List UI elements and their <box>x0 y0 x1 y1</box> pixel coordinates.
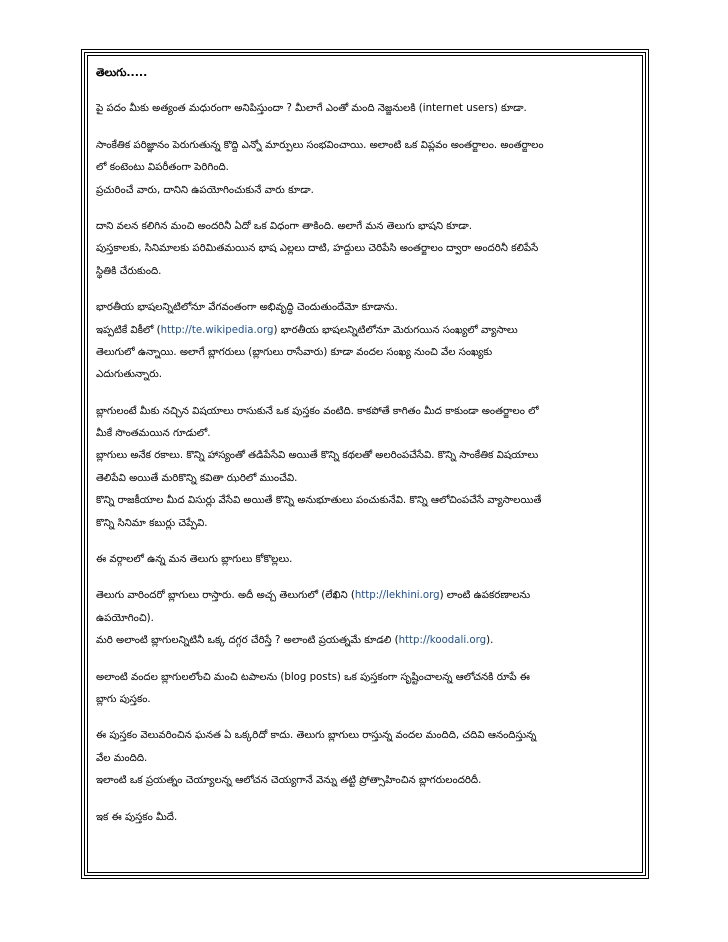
text-segment: లో కంటెంటు విపరీతంగా పెరిగింది. <box>96 162 229 174</box>
text-line <box>96 216 634 238</box>
paragraph-8 <box>96 725 634 792</box>
text-line <box>96 157 634 179</box>
text-line <box>96 549 634 571</box>
text-line <box>96 135 634 157</box>
text-segment: వేల మందిది. <box>96 752 148 764</box>
paragraph-0 <box>96 98 634 120</box>
text-segment: బ్లాగులు అనేక రకాలు. కొన్ని హాస్యంతో తడిపేసేవి అయితే కొన్ని కథలతో అలరింపచేసేవి. కొన్ని సాంకేతిక విషయాలు <box>96 450 539 462</box>
text-segment: కొన్ని రాజకీయాల మీద విసుర్లు వేసేవి అయితే కొన్ని అనుభూతులు పంచుకునేవి. కొన్ని ఆలోచింపచేసే వ్యాసాలయితే <box>96 495 542 507</box>
paragraph-7 <box>96 667 634 712</box>
text-segment: మరి అలాంటి బ్లాగులన్నిటినీ ఒక్క దగ్గర చేరిస్తే ? అలాంటి ప్రయత్నమే కూడలి ( <box>96 635 399 647</box>
text-segment: తెలిపేవి అయితే మరికొన్ని కవితా ఝరిలో ముంచేవి. <box>96 472 298 484</box>
text-line <box>96 180 634 202</box>
text-segment: ఈ వర్గాలలో ఉన్న మన తెలుగు బ్లాగులు కోకొల్లలు. <box>96 554 293 566</box>
text-segment: పై పదం మీకు అత్యంత మధురంగా అనిపిస్తుందా ? మీలాగే ఎంతో మంది నెజ్జనులకి (internet users) కూడా. <box>96 103 527 115</box>
text-line <box>96 445 634 467</box>
url-link[interactable]: http://te.wikipedia.org <box>160 324 274 336</box>
text-segment: ఇలాంటి ఒక ప్రయత్నం చెయ్యాలన్న ఆలోచన చెయ్యగానే వెన్ను తట్టి ప్రోత్సాహించిన బ్లాగరులందరిదీ. <box>96 775 482 787</box>
paragraph-6 <box>96 585 634 652</box>
text-line <box>96 585 634 607</box>
paragraph-1 <box>96 135 634 202</box>
document-page <box>84 52 646 876</box>
text-segment: సాంకేతిక పరిజ్ఞానం పెరుగుతున్న కొద్ది ఎన్నో మార్పులు సంభవించాయి. అలాంటి ఒక విప్లవం అంతర్జాలం. అంతర్జాలం <box>96 139 544 151</box>
text-line <box>96 630 634 652</box>
text-line <box>96 297 634 319</box>
text-line <box>96 423 634 445</box>
url-link[interactable]: http://lekhini.org <box>354 590 440 602</box>
text-line <box>96 342 634 364</box>
text-line <box>96 689 634 711</box>
text-segment: దాని వలన కలిగిన మంచి అందరినీ ఏదో ఒక విధంగా తాకింది. అలాగే మన తెలుగు భాషని కూడా. <box>96 220 473 232</box>
text-line <box>96 320 634 342</box>
text-line <box>96 98 634 120</box>
text-line <box>96 807 634 829</box>
paragraph-9 <box>96 807 634 829</box>
text-segment: ఉపయోగించి). <box>96 612 154 624</box>
text-segment: భారతీయ భాషలన్నిటిలోనూ వేగవంతంగా అభివృద్ధి చెందుతుందేమో కూడాను. <box>96 302 398 314</box>
text-line <box>96 770 634 792</box>
text-segment: ఇక ఈ పుస్తకం మీదే. <box>96 811 178 823</box>
text-segment: ప్రచురించే వారు, దానిని ఉపయోగించుకునే వారు కూడా. <box>96 184 314 196</box>
text-segment: బ్లాగులంటే మీకు నచ్చిన విషయాలు రాసుకునే ఒక పుస్తకం వంటిది. కాకపోతే కాగితం మీద కాకుండా అంతర్జాలం లో <box>96 405 539 417</box>
text-segment: తెలుగులో ఉన్నాయి. అలాగే బ్లాగరులు (బ్లాగులు రాసేవారు) కూడా వందల సంఖ్య నుంచి వేల సంఖ్యకు <box>96 346 493 358</box>
text-line <box>96 364 634 386</box>
document-body <box>96 98 634 829</box>
text-segment: ) లాంటి ఉపకరణాలను <box>439 590 531 602</box>
text-segment: కొన్ని సినిమా కబుర్లు చెప్పేవి. <box>96 517 208 529</box>
paragraph-4 <box>96 401 634 535</box>
text-segment: ఎదుగుతున్నారు. <box>96 369 162 381</box>
title-block <box>96 62 634 84</box>
text-line <box>96 748 634 770</box>
text-segment: ఈ పుస్తకం వెలువరించిన ఘనత ఏ ఒక్కరిదో కాదు. తెలుగు బ్లాగులు రాస్తున్న వందల మందిది, చదివి ఆనందిస్తున్న <box>96 730 537 742</box>
text-segment: మీకే సొంతమయిన గూడులో. <box>96 428 211 440</box>
text-line <box>96 401 634 423</box>
text-segment: పుస్తకాలకు, సినిమాలకు పరిమితమయిన భాష ఎల్లలు దాటి, హద్దులు చెరిపేసి అంతర్జాలం ద్వారా అందరినీ కలిపేసే <box>96 243 539 255</box>
text-line <box>96 667 634 689</box>
text-line <box>96 261 634 283</box>
text-segment: తెలుగు వారిందరో బ్లాగులు రాస్తారు. అదీ అచ్చ తెలుగులో (లేఖిని ( <box>96 590 355 602</box>
page-title: తెలుగు..... <box>96 66 148 79</box>
text-line <box>96 513 634 535</box>
paragraph-2 <box>96 216 634 283</box>
text-segment: ). <box>486 635 494 647</box>
text-segment: స్థితికి చేరుకుంది. <box>96 265 162 277</box>
text-line <box>96 490 634 512</box>
text-line <box>96 608 634 630</box>
text-segment: ఇప్పటికే వికీలో ( <box>96 324 161 336</box>
text-line <box>96 468 634 490</box>
paragraph-5 <box>96 549 634 571</box>
text-line <box>96 238 634 260</box>
text-line <box>96 725 634 747</box>
paragraph-3 <box>96 297 634 387</box>
url-link[interactable]: http://koodali.org <box>398 635 487 647</box>
text-segment: అలాంటి వందల బ్లాగులలోంచి మంచి టపాలను (blog posts) ఒక పుస్తకంగా సృష్టించాలన్న ఆలోచనకి రూపే ఈ <box>96 671 530 683</box>
text-segment: బ్లాగు పుస్తకం. <box>96 693 151 705</box>
text-segment: ) భారతీయ భాషలన్నిటిలోనూ మెరుగయిన సంఖ్యలో వ్యాసాలు <box>273 324 518 336</box>
